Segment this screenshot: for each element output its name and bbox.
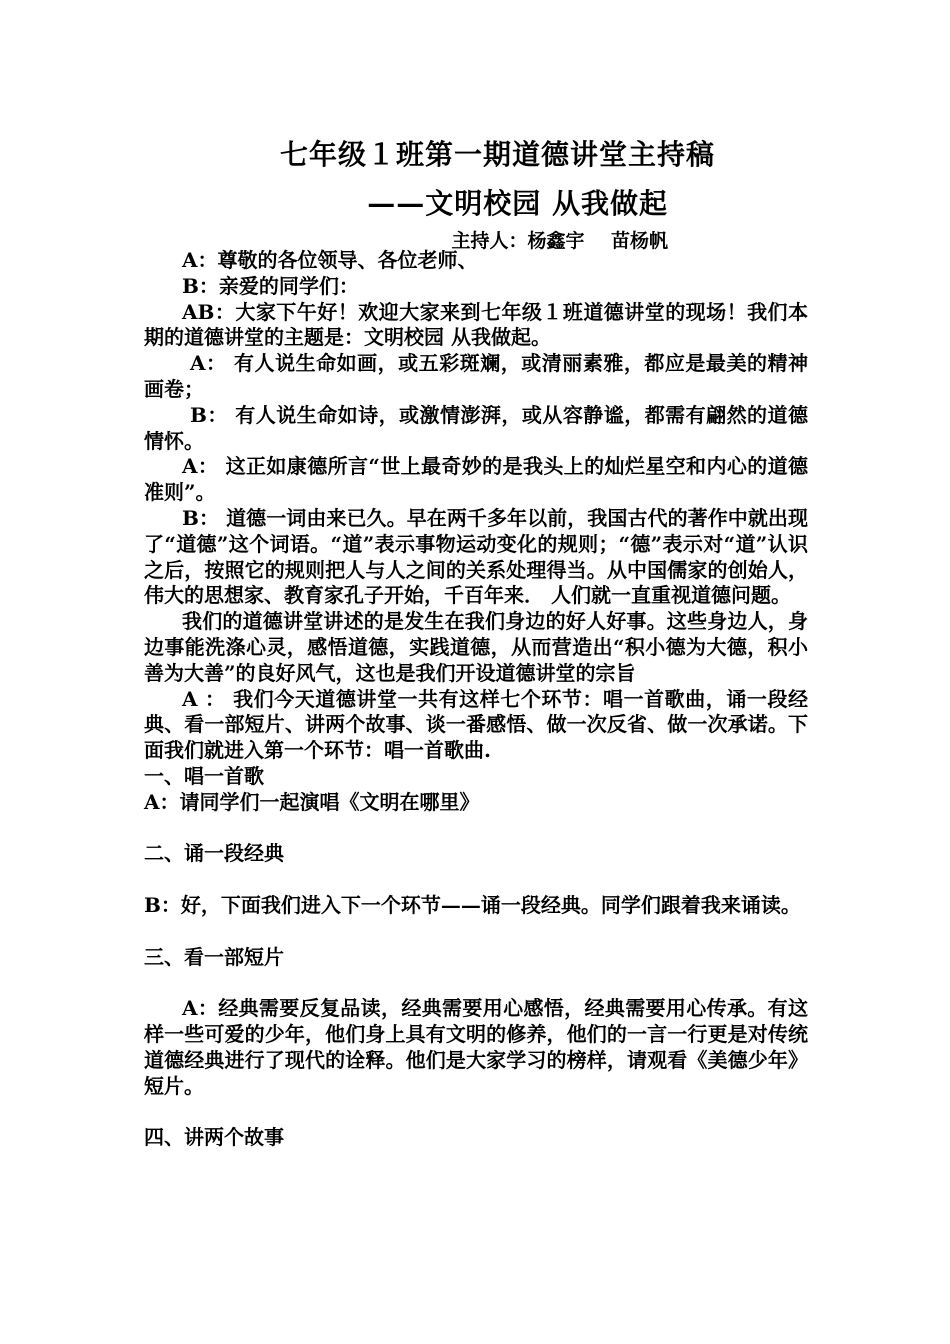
section-heading-recite: 二、诵一段经典 bbox=[144, 841, 284, 866]
document-title: 七年级１班第一期道德讲堂主持稿 bbox=[279, 138, 715, 171]
paragraph-life-painting: A： 有人说生命如画，或五彩斑斓，或清丽素雅，都应是最美的精神画卷； bbox=[144, 351, 808, 401]
section-heading-film: 三、看一部短片 bbox=[144, 944, 284, 969]
document-subtitle: ——文明校园 从我做起 bbox=[367, 187, 668, 220]
blank-line bbox=[144, 970, 808, 996]
paragraph-film-intro: A：经典需要反复品读，经典需要用心感悟，经典需要用心传承。有这样一些可爱的少年，他们身上具有文明的修养，他们的一言一行更是对传统道德经典进行了现代的诠释。他们是大家学习的榜样，请观看《美德少年》短片。 bbox=[144, 996, 808, 1098]
hosts-line: 主持人：杨鑫宇 苗杨帆 bbox=[451, 230, 668, 252]
paragraph-welcome: AB：大家下午好！欢迎大家来到七年级１班道德讲堂的现场！我们本期的道德讲堂的主题是：文明校园 从我做起。 bbox=[144, 299, 808, 350]
paragraph-lecture-purpose: 我们的道德讲堂讲述的是发生在我们身边的好人好事。这些身边人，身边事能洗涤心灵，感悟道德，实践道德，从而营造出“积小德为大德，积小善为大善”的良好风气，这也是我们开设道德讲堂的宗旨 bbox=[144, 609, 808, 685]
blank-line bbox=[144, 816, 808, 842]
paragraph-morality-origin: B： 道德一词由来已久。早在两千多年以前，我国古代的著作中就出现了“道德”这个词语。“道”表示事物运动变化的规则；“德”表示对“道”认识之后，按照它的规则把人与人之间的关系处理得当。从中国儒家的创始人，伟大的思想家、教育家孔子开始，千百年来． 人们就一直重视道德问题。 bbox=[144, 505, 808, 608]
blank-line bbox=[144, 867, 808, 893]
paragraph-greeting-students: B：亲爱的同学们： bbox=[182, 273, 359, 298]
section-heading-stories: 四、讲两个故事 bbox=[144, 1125, 284, 1150]
paragraph-greeting-leaders: A：尊敬的各位领导、各位老师、 bbox=[182, 248, 478, 272]
section-heading-sing: 一、唱一首歌 bbox=[144, 763, 264, 788]
paragraph-sing-song: A：请同学们一起演唱《文明在哪里》 bbox=[144, 789, 480, 814]
paragraph-recite-classic: B：好，下面我们进入下一个环节——诵一段经典。同学们跟着我来诵读。 bbox=[144, 892, 801, 917]
paragraph-kant-quote: A： 这正如康德所言“世上最奇妙的是我头上的灿烂星空和内心的道德准则”。 bbox=[144, 454, 808, 505]
paragraph-life-poem: B： 有人说生命如诗，或激情澎湃，或从容静谧，都需有翩然的道德情怀。 bbox=[144, 402, 808, 453]
document-body bbox=[144, 248, 808, 1151]
paragraph-seven-sections: A ： 我们今天道德讲堂一共有这样七个环节：唱一首歌曲，诵一段经典、看一部短片、讲两个故事、谈一番感悟、做一次反省、做一次承诺。下面我们就进入第一个环节：唱一首歌曲. bbox=[144, 686, 808, 763]
blank-line bbox=[144, 919, 808, 945]
blank-line bbox=[144, 1099, 808, 1125]
